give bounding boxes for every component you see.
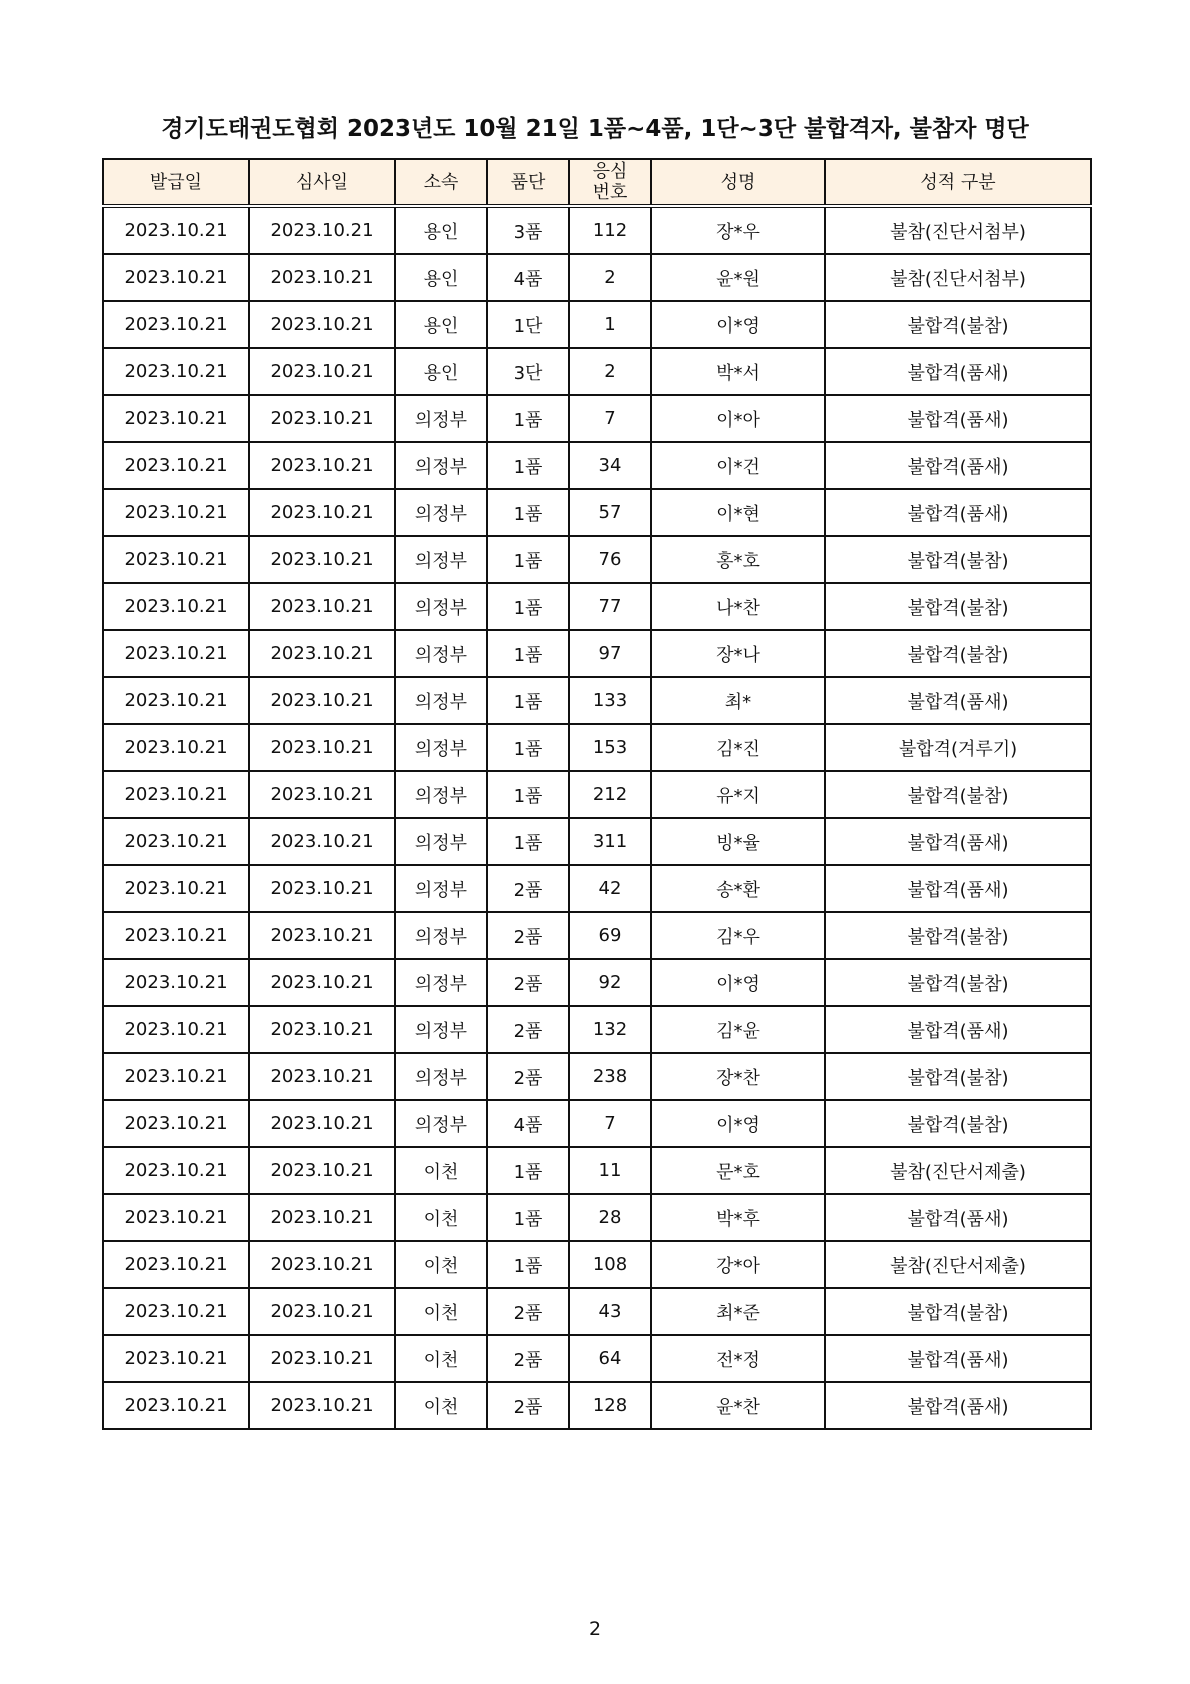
table-cell: 1품 (487, 677, 569, 724)
document-title: 경기도태권도협회 2023년도 10월 21일 1품~4품, 1단~3단 불합격자, 불참자 명단 (161, 116, 1029, 142)
table-cell: 76 (569, 536, 651, 583)
table-cell: 2023.10.21 (249, 395, 395, 442)
table-cell: 유*지 (651, 771, 825, 818)
table-cell: 최* (651, 677, 825, 724)
table-cell: 2023.10.21 (103, 1288, 249, 1335)
table-cell: 박*서 (651, 348, 825, 395)
table-cell: 28 (569, 1194, 651, 1241)
table-cell: 의정부 (395, 442, 487, 489)
table-cell: 153 (569, 724, 651, 771)
table-cell: 2023.10.21 (249, 724, 395, 771)
table-cell: 의정부 (395, 818, 487, 865)
table-cell: 장*나 (651, 630, 825, 677)
table-cell: 64 (569, 1335, 651, 1382)
table-cell: 불합격(불참) (825, 536, 1091, 583)
table-cell: 2023.10.21 (103, 1053, 249, 1100)
table-cell: 2품 (487, 1006, 569, 1053)
page-number: 2 (588, 1618, 602, 1640)
table-cell: 이*아 (651, 395, 825, 442)
table-cell: 1품 (487, 1194, 569, 1241)
table-cell: 의정부 (395, 630, 487, 677)
table-row (103, 395, 1091, 442)
table-cell: 238 (569, 1053, 651, 1100)
table-row (103, 818, 1091, 865)
table-cell: 용인 (395, 206, 487, 254)
table-cell: 2품 (487, 1382, 569, 1429)
table-cell: 2023.10.21 (103, 206, 249, 254)
table-cell: 77 (569, 583, 651, 630)
table-cell: 2023.10.21 (249, 442, 395, 489)
table-cell: 나*찬 (651, 583, 825, 630)
table-row (103, 583, 1091, 630)
table-row (103, 348, 1091, 395)
table-cell: 불참(진단서제출) (825, 1241, 1091, 1288)
table-cell: 2023.10.21 (249, 677, 395, 724)
table-cell: 2023.10.21 (103, 630, 249, 677)
table-cell: 2023.10.21 (103, 489, 249, 536)
table-cell: 2023.10.21 (103, 1335, 249, 1382)
table-cell: 1품 (487, 489, 569, 536)
table-cell: 2023.10.21 (249, 1241, 395, 1288)
table-row (103, 630, 1091, 677)
table-cell: 불합격(품새) (825, 395, 1091, 442)
table-cell: 2023.10.21 (103, 912, 249, 959)
table-row (103, 1194, 1091, 1241)
table-cell: 11 (569, 1147, 651, 1194)
table-cell: 311 (569, 818, 651, 865)
table-cell: 장*찬 (651, 1053, 825, 1100)
column-header: 심사일 (249, 159, 395, 206)
table-cell: 2023.10.21 (249, 1053, 395, 1100)
table-row (103, 865, 1091, 912)
column-header: 성명 (651, 159, 825, 206)
table-cell: 김*우 (651, 912, 825, 959)
table-row (103, 724, 1091, 771)
table-cell: 1단 (487, 301, 569, 348)
table-cell: 2023.10.21 (249, 583, 395, 630)
table-cell: 불합격(불참) (825, 301, 1091, 348)
table-cell: 2품 (487, 1335, 569, 1382)
table-cell: 2023.10.21 (103, 348, 249, 395)
table-cell: 1품 (487, 630, 569, 677)
table-cell: 강*아 (651, 1241, 825, 1288)
table-cell: 의정부 (395, 489, 487, 536)
table-cell: 2023.10.21 (249, 489, 395, 536)
table-cell: 의정부 (395, 724, 487, 771)
table-cell: 2품 (487, 1288, 569, 1335)
table-cell: 2023.10.21 (103, 1194, 249, 1241)
table-cell: 2023.10.21 (249, 865, 395, 912)
table-cell: 문*호 (651, 1147, 825, 1194)
table-cell: 1품 (487, 536, 569, 583)
table-cell: 2023.10.21 (103, 677, 249, 724)
table-cell: 212 (569, 771, 651, 818)
table-cell: 2023.10.21 (103, 301, 249, 348)
table-cell: 2023.10.21 (103, 1147, 249, 1194)
table-row (103, 254, 1091, 301)
table-row (103, 1147, 1091, 1194)
table-cell: 133 (569, 677, 651, 724)
table-cell: 2023.10.21 (103, 771, 249, 818)
table-cell: 2품 (487, 912, 569, 959)
table-row (103, 1100, 1091, 1147)
table-cell: 불합격(불참) (825, 1100, 1091, 1147)
table-cell: 의정부 (395, 677, 487, 724)
table-cell: 이*영 (651, 1100, 825, 1147)
table-row (103, 206, 1091, 254)
table-cell: 2023.10.21 (103, 1006, 249, 1053)
table-cell: 송*환 (651, 865, 825, 912)
table-cell: 불합격(불참) (825, 1053, 1091, 1100)
column-header: 발급일 (103, 159, 249, 206)
table-cell: 2023.10.21 (249, 1288, 395, 1335)
table-cell: 1품 (487, 1147, 569, 1194)
table-cell: 불합격(품새) (825, 1335, 1091, 1382)
table-cell: 2023.10.21 (249, 206, 395, 254)
table-cell: 108 (569, 1241, 651, 1288)
table-cell: 3품 (487, 206, 569, 254)
results-table (102, 158, 1092, 1430)
column-header: 소속 (395, 159, 487, 206)
table-cell: 1품 (487, 771, 569, 818)
table-cell: 2품 (487, 865, 569, 912)
table-cell: 57 (569, 489, 651, 536)
table-cell: 42 (569, 865, 651, 912)
table-cell: 이천 (395, 1335, 487, 1382)
table-row (103, 1335, 1091, 1382)
column-header: 성적 구분 (825, 159, 1091, 206)
table-cell: 용인 (395, 301, 487, 348)
table-cell: 2023.10.21 (249, 1382, 395, 1429)
table-cell: 의정부 (395, 959, 487, 1006)
table-cell: 불합격(불참) (825, 1288, 1091, 1335)
table-cell: 이천 (395, 1288, 487, 1335)
table-cell: 불참(진단서제출) (825, 1147, 1091, 1194)
table-cell: 2023.10.21 (249, 536, 395, 583)
table-cell: 2023.10.21 (103, 1382, 249, 1429)
table-cell: 불합격(불참) (825, 771, 1091, 818)
table-cell: 69 (569, 912, 651, 959)
table-cell: 불합격(불참) (825, 912, 1091, 959)
table-cell: 의정부 (395, 1006, 487, 1053)
table-cell: 불합격(불참) (825, 630, 1091, 677)
table-cell: 2023.10.21 (249, 348, 395, 395)
table-cell: 2023.10.21 (103, 442, 249, 489)
table-cell: 불합격(품새) (825, 677, 1091, 724)
table-cell: 이*현 (651, 489, 825, 536)
table-cell: 불합격(품새) (825, 1006, 1091, 1053)
table-row (103, 771, 1091, 818)
table-cell: 2023.10.21 (249, 630, 395, 677)
table-cell: 이*영 (651, 959, 825, 1006)
table-cell: 불합격(품새) (825, 818, 1091, 865)
table-cell: 2023.10.21 (103, 724, 249, 771)
table-cell: 2023.10.21 (249, 771, 395, 818)
table-cell: 이천 (395, 1241, 487, 1288)
table-cell: 1품 (487, 583, 569, 630)
table-cell: 용인 (395, 254, 487, 301)
table-cell: 34 (569, 442, 651, 489)
table-row (103, 912, 1091, 959)
table-cell: 2023.10.21 (103, 865, 249, 912)
table-cell: 1품 (487, 395, 569, 442)
table-body (103, 206, 1091, 1429)
table-cell: 2023.10.21 (103, 254, 249, 301)
table-cell: 김*윤 (651, 1006, 825, 1053)
table-cell: 불참(진단서첨부) (825, 206, 1091, 254)
table-cell: 1품 (487, 724, 569, 771)
table-cell: 2023.10.21 (249, 818, 395, 865)
table-cell: 불합격(겨루기) (825, 724, 1091, 771)
table-cell: 132 (569, 1006, 651, 1053)
table-header (103, 159, 1091, 206)
table-cell: 2023.10.21 (249, 1006, 395, 1053)
table-cell: 의정부 (395, 536, 487, 583)
table-cell: 2023.10.21 (249, 912, 395, 959)
table-cell: 불합격(품새) (825, 865, 1091, 912)
table-cell: 윤*원 (651, 254, 825, 301)
table-cell: 의정부 (395, 1053, 487, 1100)
table-row (103, 489, 1091, 536)
table-row (103, 677, 1091, 724)
table-cell: 의정부 (395, 865, 487, 912)
table-cell: 의정부 (395, 395, 487, 442)
table-cell: 불합격(품새) (825, 1382, 1091, 1429)
table-row (103, 536, 1091, 583)
table-cell: 112 (569, 206, 651, 254)
table-row (103, 1053, 1091, 1100)
table-cell: 이*영 (651, 301, 825, 348)
table-cell: 2023.10.21 (103, 1100, 249, 1147)
table-cell: 2품 (487, 1053, 569, 1100)
table-row (103, 442, 1091, 489)
table-cell: 의정부 (395, 771, 487, 818)
table-cell: 의정부 (395, 1100, 487, 1147)
table-cell: 1품 (487, 442, 569, 489)
table-cell: 이천 (395, 1382, 487, 1429)
table-cell: 2023.10.21 (103, 583, 249, 630)
table-cell: 장*우 (651, 206, 825, 254)
table-cell: 최*준 (651, 1288, 825, 1335)
table-cell: 이천 (395, 1147, 487, 1194)
table-cell: 2023.10.21 (249, 959, 395, 1006)
table-row (103, 959, 1091, 1006)
table-row (103, 1288, 1091, 1335)
table-row (103, 1241, 1091, 1288)
table-row (103, 1006, 1091, 1053)
table-cell: 불합격(품새) (825, 442, 1091, 489)
table-cell: 1품 (487, 1241, 569, 1288)
table-cell: 2023.10.21 (249, 1147, 395, 1194)
table-cell: 2023.10.21 (103, 818, 249, 865)
table-cell: 2023.10.21 (103, 959, 249, 1006)
table-cell: 2023.10.21 (103, 395, 249, 442)
column-header: 응심 번호 (569, 159, 651, 206)
table-cell: 2023.10.21 (249, 1100, 395, 1147)
table-cell: 2 (569, 254, 651, 301)
table-cell: 불참(진단서첨부) (825, 254, 1091, 301)
table-cell: 3단 (487, 348, 569, 395)
table-cell: 97 (569, 630, 651, 677)
table-cell: 2품 (487, 959, 569, 1006)
table-cell: 의정부 (395, 912, 487, 959)
table-cell: 4품 (487, 1100, 569, 1147)
table-cell: 2023.10.21 (103, 1241, 249, 1288)
table-cell: 2023.10.21 (249, 301, 395, 348)
table-cell: 불합격(불참) (825, 959, 1091, 1006)
table-cell: 2 (569, 348, 651, 395)
table-cell: 92 (569, 959, 651, 1006)
table-cell: 김*진 (651, 724, 825, 771)
table-cell: 7 (569, 1100, 651, 1147)
table-cell: 이천 (395, 1194, 487, 1241)
table-cell: 1품 (487, 818, 569, 865)
table-cell: 2023.10.21 (103, 536, 249, 583)
table-cell: 윤*찬 (651, 1382, 825, 1429)
table-cell: 7 (569, 395, 651, 442)
table-cell: 빙*율 (651, 818, 825, 865)
table-cell: 43 (569, 1288, 651, 1335)
table-cell: 불합격(품새) (825, 489, 1091, 536)
table-cell: 128 (569, 1382, 651, 1429)
table-cell: 전*정 (651, 1335, 825, 1382)
table-cell: 불합격(품새) (825, 348, 1091, 395)
table-cell: 4품 (487, 254, 569, 301)
table-row (103, 1382, 1091, 1429)
column-header: 품단 (487, 159, 569, 206)
table-cell: 이*건 (651, 442, 825, 489)
header-row (103, 159, 1091, 206)
table-cell: 용인 (395, 348, 487, 395)
table-cell: 불합격(불참) (825, 583, 1091, 630)
table-row (103, 301, 1091, 348)
table-cell: 2023.10.21 (249, 1335, 395, 1382)
table-cell: 1 (569, 301, 651, 348)
table-cell: 2023.10.21 (249, 254, 395, 301)
table-cell: 불합격(품새) (825, 1194, 1091, 1241)
table-cell: 의정부 (395, 583, 487, 630)
table-cell: 2023.10.21 (249, 1194, 395, 1241)
table-cell: 박*후 (651, 1194, 825, 1241)
table-cell: 홍*호 (651, 536, 825, 583)
